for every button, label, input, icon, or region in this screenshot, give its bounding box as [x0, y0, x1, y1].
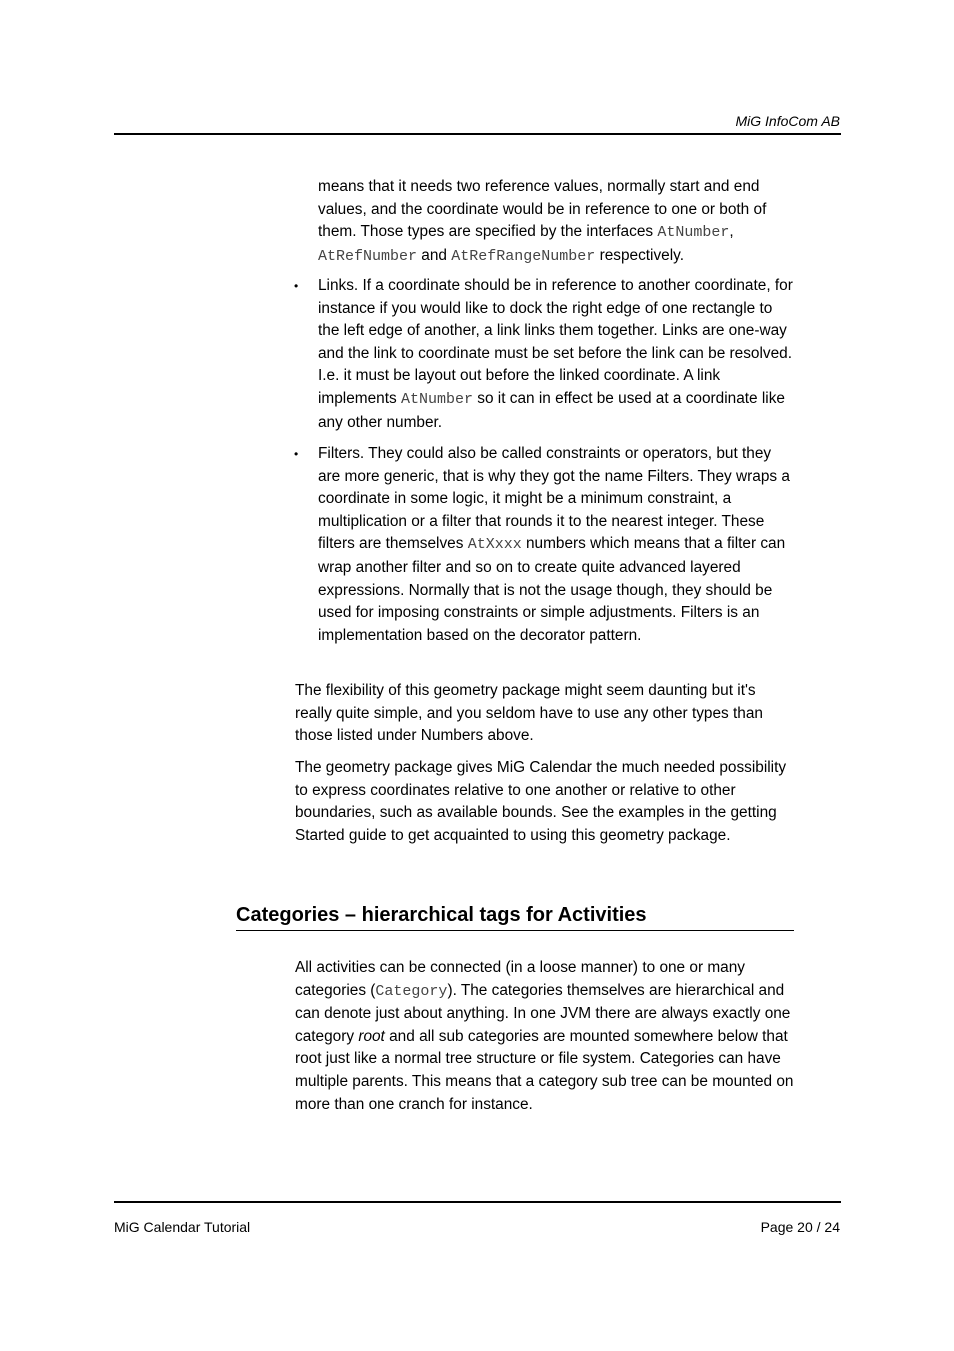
- footer-title: MiG Calendar Tutorial: [114, 1219, 251, 1235]
- categories-text-2: ). The categories themselves are hierarchical and can denote just about anything. In one JVM there are always exactly one category: [295, 981, 791, 1045]
- header-rule: [114, 133, 841, 135]
- footer-rule: [114, 1201, 841, 1203]
- section-heading: Categories – hierarchical tags for Activities: [236, 904, 794, 931]
- filters-text-2: numbers which means that a filter can wrap another filter and so on to create quite advanced layered expressions. Normally that is not the usage though, they should be used for imposing constraints or simple adjustments. Filters is an implementation based on the decorator pattern.: [318, 535, 786, 644]
- code-category: Category: [375, 982, 448, 1000]
- links-text-1: Links. If a coordinate should be in reference to another coordinate, for instance if you would like to dock the right edge of one rectangle to the left edge of another, a link links them together. Links are one-way and the link to coordinate must be set before the link can be resolved. I.e. it must be layout out before the linked coordinate. A link implements: [318, 277, 793, 407]
- bullet-filters: [294, 443, 796, 647]
- categories-italic-root: root: [358, 1027, 385, 1045]
- paragraph-flexibility: The flexibility of this geometry package might seem daunting but it's really quite simple, and you seldom have to use any other types than those listed under Numbers above.: [295, 682, 763, 745]
- continuation-text-2: respectively.: [595, 246, 684, 264]
- code-atxxxx: AtXxxx: [467, 536, 522, 554]
- code-atnumber: AtNumber: [657, 224, 730, 242]
- bullet-links: [294, 275, 796, 434]
- continuation-sep-1: ,: [729, 223, 734, 241]
- code-atrefnumber: AtRefNumber: [318, 247, 418, 265]
- links-text-2: so it can in effect be used at a coordinate like any other number.: [318, 389, 785, 431]
- code-atrefrangenumber: AtRefRangeNumber: [451, 247, 596, 265]
- paragraph-geometry: The geometry package gives MiG Calendar the much needed possibility to express coordinates relative to one another or relative to other boundaries, such as available bounds. See the examples in the getting Started guide to get acquainted to using this geometry package.: [295, 759, 787, 844]
- header-company: MiG InfoCom AB: [735, 113, 840, 129]
- filters-text-1: Filters. They could also be called constraints or operators, but they are more generic, that is why they got the name Filters. They wraps a coordinate in some logic, it might be a minimum constraint, a multiplication or a filter that rounds it to the nearest integer. These filters are themselves: [318, 445, 790, 553]
- paragraph-categories: [295, 957, 795, 1116]
- continuation-text-1: means that it needs two reference values, normally start and end values, and the coordinate would be in reference to one or both of them. Those types are specified by the interfaces: [318, 178, 767, 241]
- continuation-sep-2: and: [417, 246, 452, 264]
- continuation-paragraph: [318, 176, 796, 268]
- bullet-marker: •: [294, 279, 299, 293]
- code-atnumber: AtNumber: [400, 390, 473, 408]
- categories-text-3: and all sub categories are mounted somewhere below that root just like a normal tree structure or file system. Categories can have multiple parents. This means that a category sub tree can be mounted on more than one cranch for instance.: [295, 1027, 794, 1113]
- footer-page-number: Page 20 / 24: [760, 1219, 840, 1235]
- categories-text-1: All activities can be connected (in a loose manner) to one or many categories (: [295, 959, 745, 999]
- bullet-marker: •: [294, 447, 299, 461]
